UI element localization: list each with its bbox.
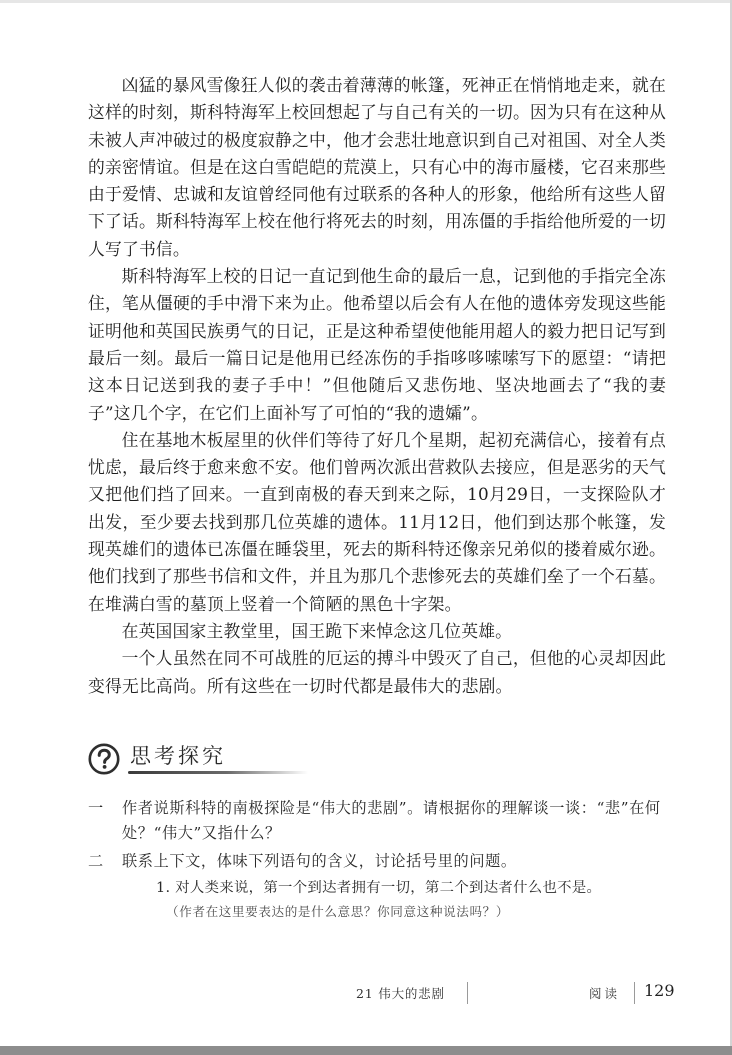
footer-section-label: 阅读 (589, 986, 621, 1001)
question-list (88, 796, 678, 927)
question-item (88, 849, 678, 924)
question-number: 一 (88, 799, 104, 817)
section-heading (88, 740, 288, 780)
footer-chapter-title: 21 伟大的悲剧 (356, 986, 445, 1001)
page-edge-bottom (0, 1046, 732, 1055)
section-title: 思考探究 (130, 744, 226, 768)
paragraph-4: 在英国国家主教堂里，国王跪下来悼念这几位英雄。 (121, 620, 513, 641)
sub-question-note: （作者在这里要表达的是什么意思？你同意这种说法吗？） (166, 904, 510, 919)
page-footer (0, 978, 732, 1008)
page-number: 129 (644, 981, 675, 1000)
sub-question-text: 对人类来说，第一个到达者拥有一切，第二个到达者什么也不是。 (175, 880, 602, 896)
question-text: 联系上下文，体味下列语句的含义，讨论括号里的问题。 (122, 852, 517, 870)
sub-question (122, 876, 678, 924)
footer-divider (467, 982, 468, 1004)
sub-question-line (156, 876, 678, 900)
question-text: 作者说斯科特的南极探险是“伟大的悲剧”。请根据你的理解谈一谈：“悲”在何处？“伟大”又指什么？ (122, 799, 661, 842)
question-circle-icon (88, 743, 120, 775)
question-item (88, 796, 678, 846)
paragraph-3: 住在基地木板屋里的伙伴们等待了好几个星期，起初充满信心，接着有点忧虑，最后终于愈来愈不安。他们曾两次派出营救队去接应，但是恶劣的天气又把他们挡了回来。一直到南极的春天到来之际，10月29日，一支探险队才出发，至少要去找到那几位英雄的遗体。11月12日，他们到达那个帐篷，发现英雄们的遗体已冻僵在睡袋里，死去的斯科特还像亲兄弟似的搂着威尔逊。他们找到了那些书信和文件，并且为那几个悲惨死去的英雄们垒了一个石墓。在堆满白雪的墓顶上竖着一个简陋的黑色十字架。 (88, 429, 666, 614)
title-underline (128, 771, 308, 774)
sub-question-number: 1. (156, 880, 171, 896)
paragraph-5: 一个人虽然在同不可战胜的厄运的搏斗中毁灭了自己，但他的心灵却因此变得无比高尚。所有这些在一切时代都是最伟大的悲剧。 (88, 648, 666, 696)
page-edge-top (0, 0, 732, 3)
paragraph-1: 凶猛的暴风雪像狂人似的袭击着薄薄的帐篷，死神正在悄悄地走来，就在这样的时刻，斯科特海军上校回想起了与自己有关的一切。因为只有在这种从未被人声冲破过的极度寂静之中，他才会悲壮地意识到自己对祖国、对全人类的亲密情谊。但是在这白雪皑皑的荒漠上，只有心中的海市蜃楼，它召来那些由于爱情、忠诚和友谊曾经同他有过联系的各种人的形象，他给所有这些人留下了话。斯科特海军上校在他行将死去的时刻，用冻僵的手指给他所爱的一切人写了书信。 (88, 75, 666, 259)
body-text (88, 72, 666, 700)
footer-divider (634, 982, 635, 1004)
paragraph-2: 斯科特海军上校的日记一直记到他生命的最后一息，记到他的手指完全冻住，笔从僵硬的手中滑下来为止。他希望以后会有人在他的遗体旁发现这些能证明他和英国民族勇气的日记，正是这种希望使他能用超人的毅力把日记写到最后一刻。最后一篇日记是他用已经冻伤的手指哆哆嗦嗦写下的愿望：“请把这本日记送到我的妻子手中！”但他随后又悲伤地、坚决地画去了“我的妻子”这几个字，在它们上面补写了可怕的“我的遗孀”。 (88, 266, 666, 423)
question-number: 二 (88, 852, 104, 870)
